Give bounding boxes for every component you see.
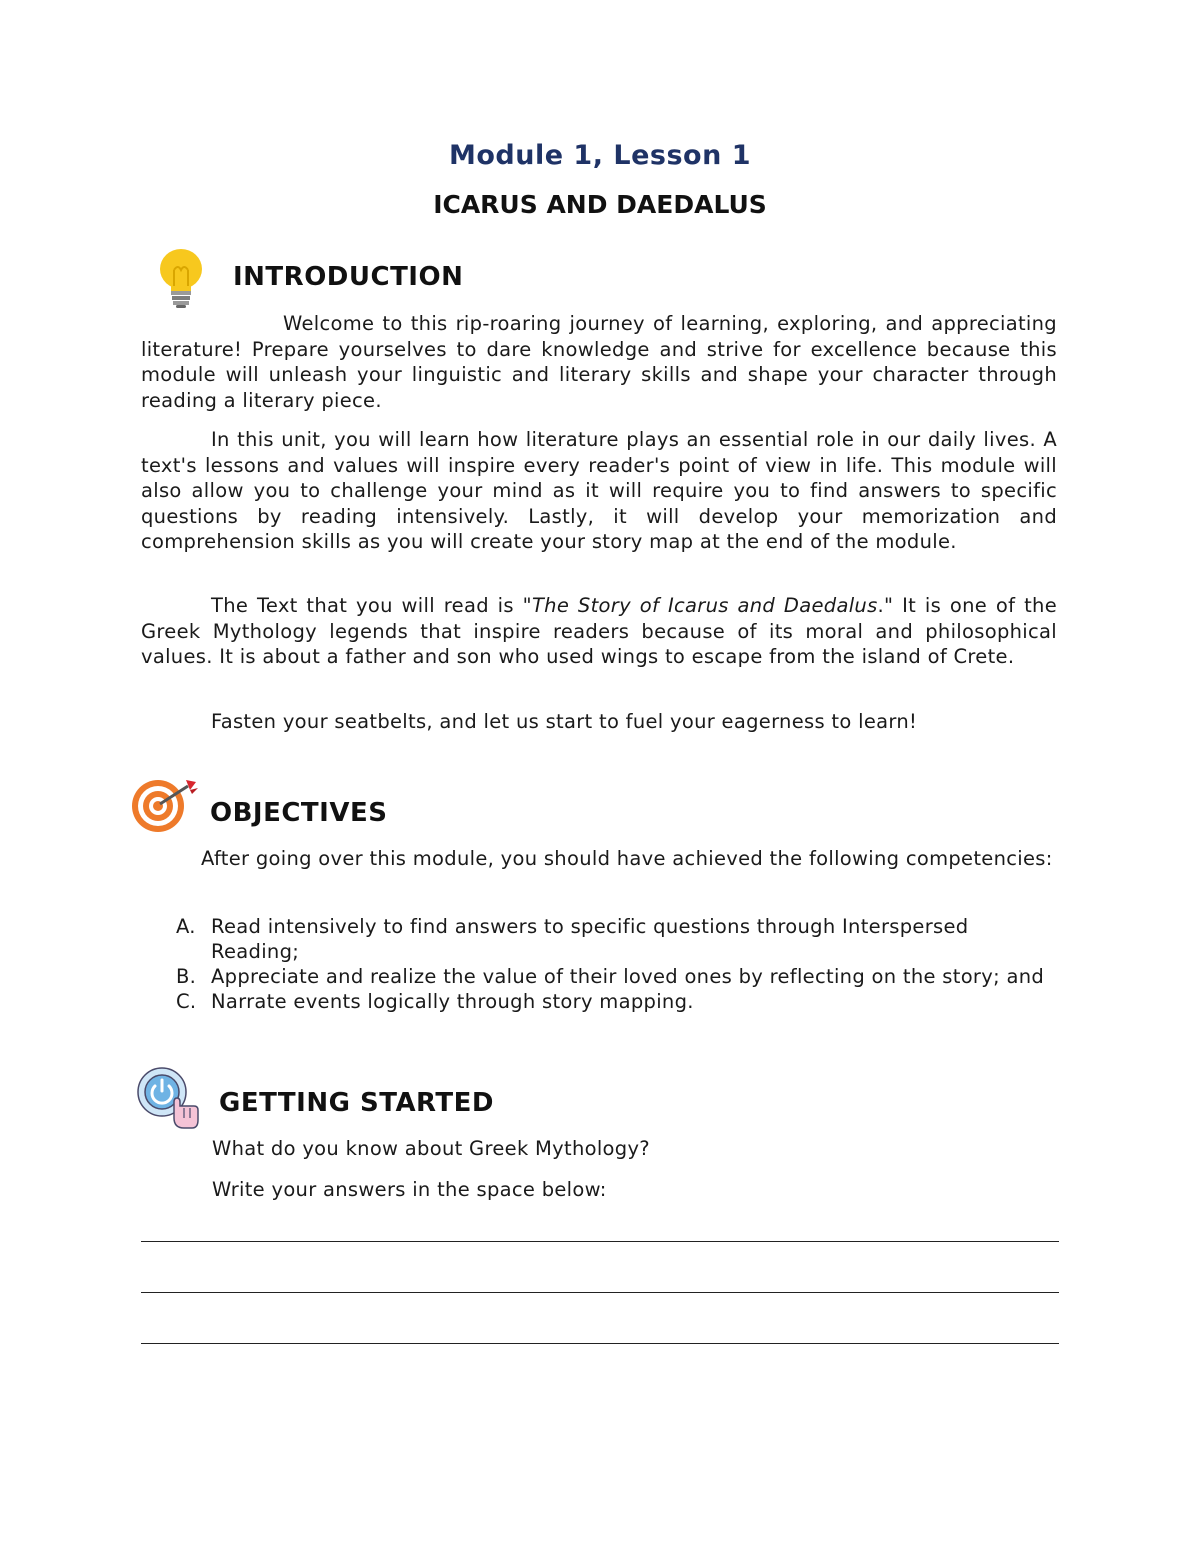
intro-paragraph-1: Welcome to this rip-roaring journey of learning, exploring, and appreciating literature! Prepare yourselves to dare knowledge and strive for excellence because this module will unleash your linguistic and literary skills and shape your character through reading a literary piece. xyxy=(141,312,1057,412)
intro-paragraph-4: Fasten your seatbelts, and let us start to fuel your eagerness to learn! xyxy=(211,710,918,733)
intro-paragraph-3 xyxy=(141,593,1057,670)
objectives-list xyxy=(176,914,1060,1014)
introduction-heading: INTRODUCTION xyxy=(233,262,464,292)
answer-line-2[interactable] xyxy=(141,1292,1059,1293)
p3-before: The Text that you will read is " xyxy=(211,594,532,617)
module-lesson-title: Module 1, Lesson 1 xyxy=(449,140,751,171)
objective-text: Narrate events logically through story mapping. xyxy=(211,990,694,1013)
p3-after: ." It is one of the Greek Mythology legends that inspire readers because of its moral and philosophical values. It is about a father and son who used wings to escape from the island of Crete. xyxy=(141,594,1057,668)
objectives-heading: OBJECTIVES xyxy=(210,798,388,828)
objective-item-b xyxy=(176,964,1060,989)
answer-line-3[interactable] xyxy=(141,1343,1059,1344)
objective-letter: A. xyxy=(176,915,196,938)
lightbulb-icon xyxy=(156,248,206,310)
objectives-intro: After going over this module, you should have achieved the following competencies: xyxy=(201,847,1053,870)
getting-started-question: What do you know about Greek Mythology? xyxy=(212,1137,650,1160)
objective-item-c xyxy=(176,989,1060,1014)
getting-started-heading: GETTING STARTED xyxy=(219,1088,494,1118)
intro-paragraph-2: In this unit, you will learn how literature plays an essential role in our daily lives. A text's lessons and values will inspire every reader's point of view in life. This module will also allow you to challenge your mind as it will require you to find answers to specific questions by reading intensively. Lastly, it will develop your memorization and comprehension skills as you will create your story map at the end of the module. xyxy=(141,428,1057,553)
objective-letter: C. xyxy=(176,990,197,1013)
objective-letter: B. xyxy=(176,965,197,988)
getting-started-instruction: Write your answers in the space below: xyxy=(212,1178,607,1201)
story-title-italic: The Story of Icarus and Daedalus xyxy=(531,594,878,617)
power-touch-icon xyxy=(136,1066,202,1132)
lesson-title: ICARUS AND DAEDALUS xyxy=(433,190,767,219)
target-icon xyxy=(130,778,200,834)
objective-item-a xyxy=(176,914,1060,964)
objective-text: Appreciate and realize the value of their loved ones by reflecting on the story; and xyxy=(211,965,1045,988)
objective-text: Read intensively to find answers to specific questions through Interspersed Reading; xyxy=(211,915,969,963)
answer-line-1[interactable] xyxy=(141,1241,1059,1242)
